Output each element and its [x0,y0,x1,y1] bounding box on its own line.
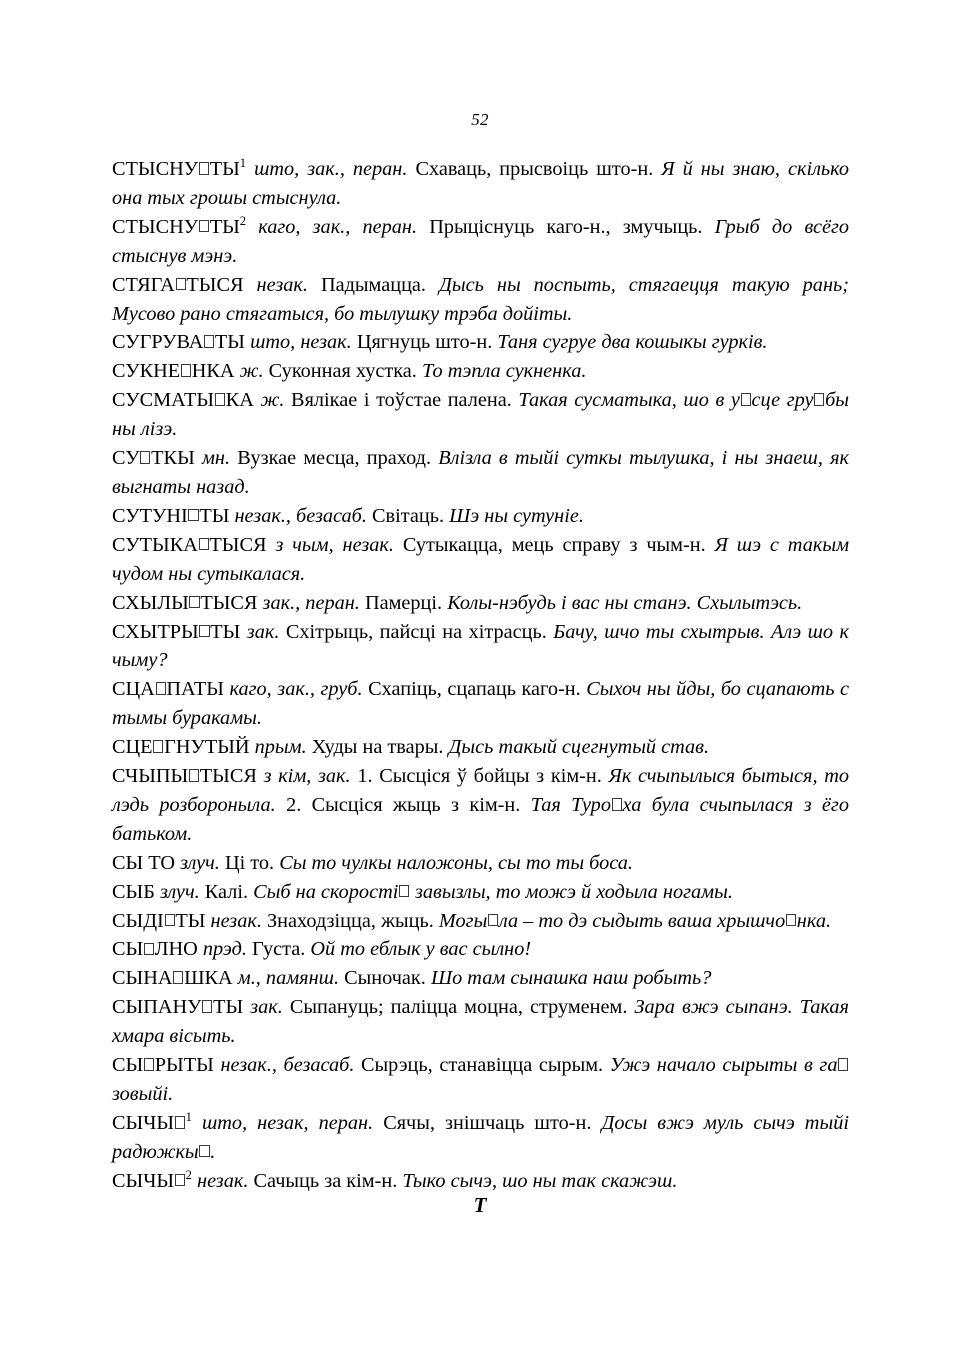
text-run: Калі. [204,880,249,903]
entry-headword: СЦА ПАТЫ [112,678,224,701]
entry-definition [368,678,581,700]
text-run: Ужэ начало сырыты в га [609,1054,838,1077]
stress-mark-missing-glyph-box [612,798,622,811]
entry-example [497,331,767,353]
entry-definition [429,216,702,238]
dictionary-entry [112,993,849,1051]
entry-example [431,967,711,989]
entry-headword: СУТЫКА ТЫСЯ [112,533,267,556]
stress-mark-missing-glyph-box [156,682,166,695]
entry-headword: СЦЕ ГНУТЫЙ [112,736,250,759]
entry-definition [415,158,653,180]
sense-number: 1. [357,765,373,788]
text-run: Сутыкацца, мець справу з чым-н. [402,533,706,556]
dictionary-entry [112,531,849,589]
text-run: . [210,1140,216,1163]
entry-grammar-label: прым. [254,736,307,759]
entry-grammar-label: ж. [260,389,285,412]
text-run: Зара вжэ сыпанэ. Такая хмара вісыть. [112,996,849,1048]
dictionary-entry [112,618,849,676]
entry-grammar-label: незак., безасаб. [234,504,367,527]
entry-definition [290,996,628,1018]
text-run: СЫБ [112,880,155,903]
text-run: Шо там сынашка наш робыть? [430,967,712,990]
text-run: Бачу, шчо ты схытрыв. Алэ шо к чыму? [112,620,849,672]
text-run: СХЫЛЫ [112,591,189,614]
entry-headword: СТЯГА ТЫСЯ [112,273,244,296]
entry-definition [383,1112,591,1134]
entry-headword: СУ ТКЫ [112,447,195,470]
dictionary-entry [112,675,849,733]
text-run: Влізла в тыйі суткы тылушка, і ны знаеш, як выгнаты назад. [112,447,850,498]
entry-grammar-label: з чым, незак. [275,533,394,556]
entry-headword: СЫ РЫТЫ [112,1054,214,1077]
stress-mark-missing-glyph-box [399,885,409,898]
dictionary-entry [112,155,849,213]
entry-definition [267,910,434,932]
text-run: Сячы, знішчаць што-н. [383,1111,592,1134]
dictionary-entry [112,1109,849,1167]
entry-grammar-label: каго, зак., перан. [258,215,418,238]
stress-mark-missing-glyph-box [153,740,163,753]
text-run: Схаваць, прысвоіць што-н. [415,158,654,180]
text-run: Тыко сычэ, шо ны так скажэш. [402,1169,678,1192]
stress-mark-missing-glyph-box [202,1000,212,1013]
homograph-superscript: 1 [185,1110,192,1125]
entry-headword: СУГРУВА ТЫ [112,331,245,354]
entry-grammar-label: прэд. [202,938,247,961]
text-run: Як счыпылыся бытыся, то лэдь розбороныла. [112,765,850,816]
text-run: СЧЫПЫ [112,765,189,788]
stress-mark-missing-glyph-box [215,393,225,406]
stress-mark-missing-glyph-box [786,914,796,927]
entry-grammar-label: злуч. [159,880,200,903]
text-run: Могы [438,909,488,932]
entry-grammar-label: што, незак. [250,331,352,354]
stress-mark-missing-glyph-box [176,278,186,291]
text-run: Суконная хустка. [268,360,417,383]
entry-definition [237,447,431,469]
entry-headword [112,1170,186,1192]
entry-grammar-label: незак. [210,909,262,932]
text-run: Прыціснуць каго-н., змучыць. [429,215,703,238]
entry-definition [291,389,512,411]
entry-headword: СУТУНІ ТЫ [112,504,230,527]
entry-definition [225,852,274,874]
text-run: СТЫСНУ [112,158,199,180]
stress-mark-missing-glyph-box [488,914,498,927]
text-run: Дысь такый сцегнутый став. [448,736,710,759]
entry-grammar-label: незак. [197,1169,249,1192]
entry-definition [361,1054,603,1076]
dictionary-entry [112,878,849,907]
text-run: СЫПАНУ [112,996,202,1019]
text-run: Худы на твары. [311,736,444,759]
stress-mark-missing-glyph-box [189,596,199,609]
text-run: Сырэць, станавіцца сырым. [361,1054,604,1077]
entry-example [310,938,531,960]
entry-definition [357,331,493,353]
entry-headword: СТЫСНУ ТЫ [112,215,240,238]
stress-mark-missing-glyph-box [144,943,154,956]
text-run: Я шэ с такым чудом ны сутыкалася. [112,533,850,585]
entry-headword: СЫ ЛНО [112,938,198,961]
stress-mark-missing-glyph-box [199,220,209,233]
text-run: Тая Туро [530,793,611,816]
entry-example [449,505,584,527]
stress-mark-missing-glyph-box [199,625,209,638]
entry-example [402,1170,677,1192]
text-run: Сачыць за кім-н. [253,1169,398,1192]
text-run: СЫДІ [112,909,164,932]
stress-mark-missing-glyph-box [199,538,209,551]
text-run: Густа. [252,938,306,961]
text-run: СЫЧЫ [112,1111,175,1134]
stress-mark-missing-glyph-box [175,1174,185,1187]
dictionary-entry [112,444,849,502]
entry-grammar-label: злуч. [180,851,220,874]
text-run: СЫНА [112,967,173,990]
text-run: СТЫСНУ [112,215,199,238]
dictionary-entry [112,1167,849,1196]
homograph-superscript: 1 [239,156,247,171]
entry-headword [112,1112,186,1134]
stress-mark-missing-glyph-box [204,335,214,348]
entry-headword: СУКНЕ НКА [112,360,235,383]
entry-definition [365,592,442,614]
stress-mark-missing-glyph-box [140,451,150,464]
entry-definition [403,534,706,556]
entry-definition [269,360,417,382]
entry-example [253,881,733,903]
text-run: Знаходзіцца, жыць. [267,909,434,932]
entry-headword [112,852,175,874]
dictionary-entry [112,1051,849,1109]
entry-headword: СЫНА ШКА [112,967,233,990]
entry-definition [379,765,602,787]
text-run: СТЯГА [112,273,175,296]
text-run: Схапіць, сцапаць каго-н. [368,678,581,701]
entry-grammar-label: што, незак, перан. [201,1111,374,1134]
text-run: СЫЧЫ [112,1169,175,1192]
entry-headword: СЫПАНУ ТЫ [112,996,244,1019]
stress-mark-missing-glyph-box [165,914,175,927]
stress-mark-missing-glyph-box [181,364,191,377]
text-run: Ой то еблык у вас сылно! [310,938,532,961]
text-run: СУГРУВА [112,331,204,354]
text-run: Такая сусматыка, шо в у [518,389,740,412]
stress-mark-missing-glyph-box [188,509,198,522]
text-run: СУКНЕ [112,360,181,383]
text-run: Світаць. [371,504,445,527]
text-run: СУТЫКА [112,533,198,556]
entry-grammar-label: зак., перан. [262,591,360,614]
homograph-superscript: 2 [185,1167,192,1182]
dictionary-entry [112,589,849,618]
text-run: СУСМАТЫ [112,389,215,412]
text-run: Сыпануць; паліцца моцна, струменем. [289,996,628,1019]
entry-definition [312,794,521,816]
entry-grammar-label: ж. [239,360,264,383]
text-run: Вялікае і тоўстае палена. [291,389,512,412]
dictionary-entry-list [112,155,849,1196]
stress-mark-missing-glyph-box [814,393,824,406]
entry-headword: СХЫТРЫ ТЫ [112,620,241,643]
text-run: Сы то чулкы наложоны, сы то ты боса. [279,851,633,874]
text-run: СЦА [112,678,155,701]
stress-mark-missing-glyph-box [838,1058,848,1071]
entry-definition [205,881,248,903]
text-run: Сысціся ў бойцы з кім-н. [379,765,602,788]
text-run: ха була счыпылася з ёго батьком. [112,793,849,845]
entry-definition [286,621,547,643]
text-run: нка. [796,909,832,932]
dictionary-entry [112,935,849,964]
sense-number: 2. [286,793,302,816]
entry-grammar-label: м., памянш. [237,967,340,990]
text-run: зовыйі. [112,1083,174,1105]
entry-grammar-label: зак. [246,620,280,643]
entry-grammar-label: мн. [201,447,231,470]
text-run: Сысціся жыць з кім-н. [311,793,521,816]
entry-headword: СУСМАТЫ КА [112,389,254,412]
text-run: То тэпла сукненка. [421,360,587,383]
text-run: СЫ [112,938,144,961]
entry-example [422,360,586,382]
section-letter-marker: Т [473,1193,487,1217]
text-run: Схітрыць, пайсці на хітрасць. [285,620,547,643]
entry-headword: СЫДІ ТЫ [112,909,206,932]
dictionary-entry [112,328,849,357]
dictionary-entry [112,386,849,444]
entry-grammar-label: зак. [250,996,283,1019]
text-run: Досы вжэ муль сычэ тыйі радюжкы [112,1111,849,1163]
entry-definition [312,736,444,758]
entry-example [279,852,633,874]
text-run: СХЫТРЫ [112,620,199,643]
stress-mark-missing-glyph-box [199,1145,209,1158]
text-run: Грыб до всёго стыснув мэнэ. [112,215,850,267]
text-run: СУТУНІ [112,504,188,527]
text-run: завызлы, то можэ й ходыла ногамы. [409,880,733,903]
dictionary-entry [112,907,849,936]
page-number: 52 [471,110,489,129]
text-run: Я й ны знаю, скілько она тых грошы стыснула. [112,158,850,209]
entry-grammar-label: што, зак., перан. [254,158,408,180]
dictionary-entry [112,357,849,386]
entry-example [447,592,802,614]
text-run: Ці то. [224,851,275,874]
dictionary-entry [112,733,849,762]
text-run: Сыб на скорості [253,880,399,903]
text-run: Таня сугруе два кошыкы гурків. [497,331,768,354]
text-run: Дысь ны поспыть, стягаецця такую рань; Мусово рано стягатыся, бо тылушку трэба дойіты. [112,273,849,325]
text-run: бы ны лізэ. [112,389,849,441]
text-run: Колы-нэбудь і вас ны станэ. Схылытэсь. [447,591,803,614]
entry-headword [112,881,155,903]
entry-example [439,910,831,932]
text-run: Цягнуць што-н. [356,331,493,354]
dictionary-entry [112,762,849,849]
dictionary-entry [112,271,849,329]
dictionary-entry [112,964,849,993]
entry-definition [372,505,444,527]
text-run: Шэ ны сутуніе. [449,504,584,527]
entry-definition [344,967,426,989]
entry-headword: СХЫЛЫ ТЫСЯ [112,591,258,614]
entry-definition [252,938,305,960]
dictionary-entry [112,849,849,878]
text-run: Памерці. [364,591,443,614]
stress-mark-missing-glyph-box [741,393,751,406]
text-run: Сыночак. [344,967,426,990]
entry-grammar-label: незак., безасаб. [220,1054,355,1077]
text-run: СЫ ТО [112,851,176,874]
text-run: сце гру [751,389,814,412]
stress-mark-missing-glyph-box [144,1058,154,1071]
entry-headword: СТЫСНУ ТЫ [112,158,240,180]
text-run: СЫ [112,1054,144,1077]
stress-mark-missing-glyph-box [173,971,183,984]
stress-mark-missing-glyph-box [189,769,199,782]
homograph-superscript: 2 [239,214,247,229]
dictionary-entry [112,213,849,271]
entry-grammar-label: незак. [256,273,308,296]
stress-mark-missing-glyph-box [199,162,209,175]
entry-headword: СЧЫПЫ ТЫСЯ [112,765,257,788]
text-run: СЦЕ [112,736,153,759]
text-run: Вузкае месца, праход. [237,447,432,470]
entry-definition [254,1170,398,1192]
stress-mark-missing-glyph-box [175,1116,185,1129]
entry-grammar-label: з кім, зак. [263,765,351,788]
dictionary-entry [112,502,849,531]
text-run: СУ [112,447,140,470]
entry-definition [321,274,426,296]
entry-grammar-label: каго, зак., груб. [229,678,363,701]
text-run: Падымацца. [320,273,427,296]
text-run: ла – то дэ сыдыть ваша хрышчо [498,909,786,932]
entry-example [449,736,710,758]
text-run: Сыхоч ны йды, бо сцапають с тымы буракамы. [112,678,849,730]
